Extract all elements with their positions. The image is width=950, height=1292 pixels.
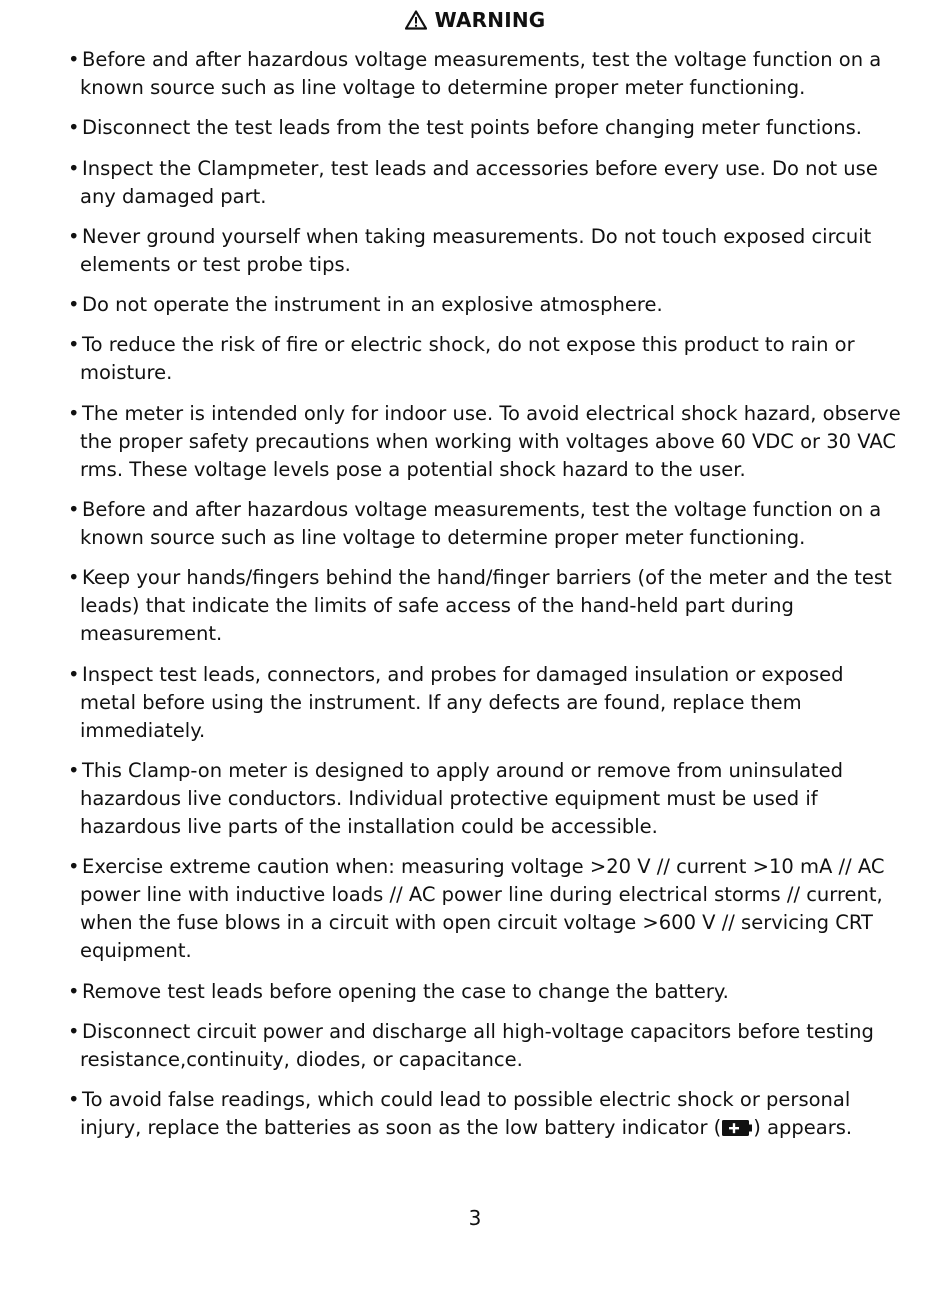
page-number: 3 bbox=[468, 1206, 482, 1230]
warning-list-item bbox=[54, 155, 904, 211]
warning-item-text: Keep your hands/fingers behind the hand/finger barriers (of the meter and the test leads) that indicate the limits of safe access of the hand-held part during measurement. bbox=[80, 566, 892, 646]
warning-list bbox=[54, 46, 904, 1154]
warning-triangle-icon bbox=[405, 9, 427, 37]
warning-list-item bbox=[54, 1086, 904, 1142]
warning-item-text: Disconnect the test leads from the test points before changing meter functions. bbox=[82, 116, 862, 140]
warning-list-item bbox=[54, 400, 904, 484]
warning-item-text: To reduce the risk of fire or electric shock, do not expose this product to rain or moisture. bbox=[80, 333, 855, 385]
warning-list-item bbox=[54, 564, 904, 648]
bullet: • bbox=[68, 566, 80, 590]
warning-list-item bbox=[54, 661, 904, 745]
warning-item-text: Before and after hazardous voltage measurements, test the voltage function on a known source such as line voltage to determine proper meter functioning. bbox=[80, 48, 882, 99]
warning-list-item bbox=[54, 46, 904, 102]
warning-item-text: Inspect the Clampmeter, test leads and accessories before every use. Do not use any damaged part. bbox=[80, 156, 878, 208]
warning-list-item bbox=[54, 978, 904, 1006]
warning-item-text: Inspect test leads, connectors, and probes for damaged insulation or exposed metal before using the instrument. If any defects are found, replace them immediately. bbox=[80, 662, 844, 742]
bullet: • bbox=[68, 855, 80, 879]
warning-item-text: This Clamp-on meter is designed to apply around or remove from uninsulated hazardous live conductors. Individual protective equipment must be used if hazardous live parts of the installation could be accessible. bbox=[80, 758, 843, 838]
bullet: • bbox=[68, 498, 80, 522]
warning-item-text: Exercise extreme caution when: measuring voltage >20 V // current >10 mA // AC power line with inductive loads // AC power line during electrical storms // current, when the fuse blows in a circuit with open circuit voltage >600 V // servicing CRT equipment. bbox=[80, 855, 885, 963]
bullet: • bbox=[68, 758, 80, 782]
bullet: • bbox=[68, 293, 80, 317]
warning-heading-text: WARNING bbox=[434, 8, 546, 32]
bullet: • bbox=[68, 116, 80, 140]
warning-list-item bbox=[54, 114, 904, 142]
warning-item-text-end: ) appears. bbox=[753, 1116, 853, 1140]
warning-list-item bbox=[54, 757, 904, 841]
bullet: • bbox=[68, 333, 80, 357]
low-battery-icon bbox=[721, 1117, 753, 1135]
warning-item-text: Disconnect circuit power and discharge all high-voltage capacitors before testing resistance,continuity, diodes, or capacitance. bbox=[80, 1019, 874, 1071]
warning-list-item bbox=[54, 223, 904, 279]
warning-item-text: Never ground yourself when taking measurements. Do not touch exposed circuit elements or test probe tips. bbox=[80, 224, 872, 276]
warning-item-text: The meter is intended only for indoor use. To avoid electrical shock hazard, observe the proper safety precautions when working with voltages above 60 VDC or 30 VAC rms. These voltage levels pose a potential shock hazard to the user. bbox=[80, 401, 901, 481]
bullet: • bbox=[68, 401, 80, 425]
bullet: • bbox=[68, 1088, 80, 1112]
warning-heading bbox=[0, 6, 950, 37]
warning-list-item bbox=[54, 1018, 904, 1074]
warning-item-text: To avoid false readings, which could lead to possible electric shock or personal injury, replace the batteries as soon as the low battery indicator ( bbox=[80, 1088, 851, 1140]
bullet: • bbox=[68, 979, 80, 1003]
bullet: • bbox=[68, 1019, 80, 1043]
warning-item-text: Remove test leads before opening the case to change the battery. bbox=[82, 979, 729, 1003]
warning-list-item bbox=[54, 291, 904, 319]
bullet: • bbox=[68, 662, 80, 686]
bullet: • bbox=[68, 224, 80, 248]
warning-list-item bbox=[54, 331, 904, 387]
bullet: • bbox=[68, 48, 80, 71]
bullet: • bbox=[68, 156, 80, 180]
warning-list-item bbox=[54, 496, 904, 552]
warning-list-item bbox=[54, 853, 904, 965]
warning-item-text: Do not operate the instrument in an explosive atmosphere. bbox=[82, 293, 663, 317]
warning-item-text: Before and after hazardous voltage measurements, test the voltage function on a known source such as line voltage to determine proper meter functioning. bbox=[80, 498, 882, 550]
